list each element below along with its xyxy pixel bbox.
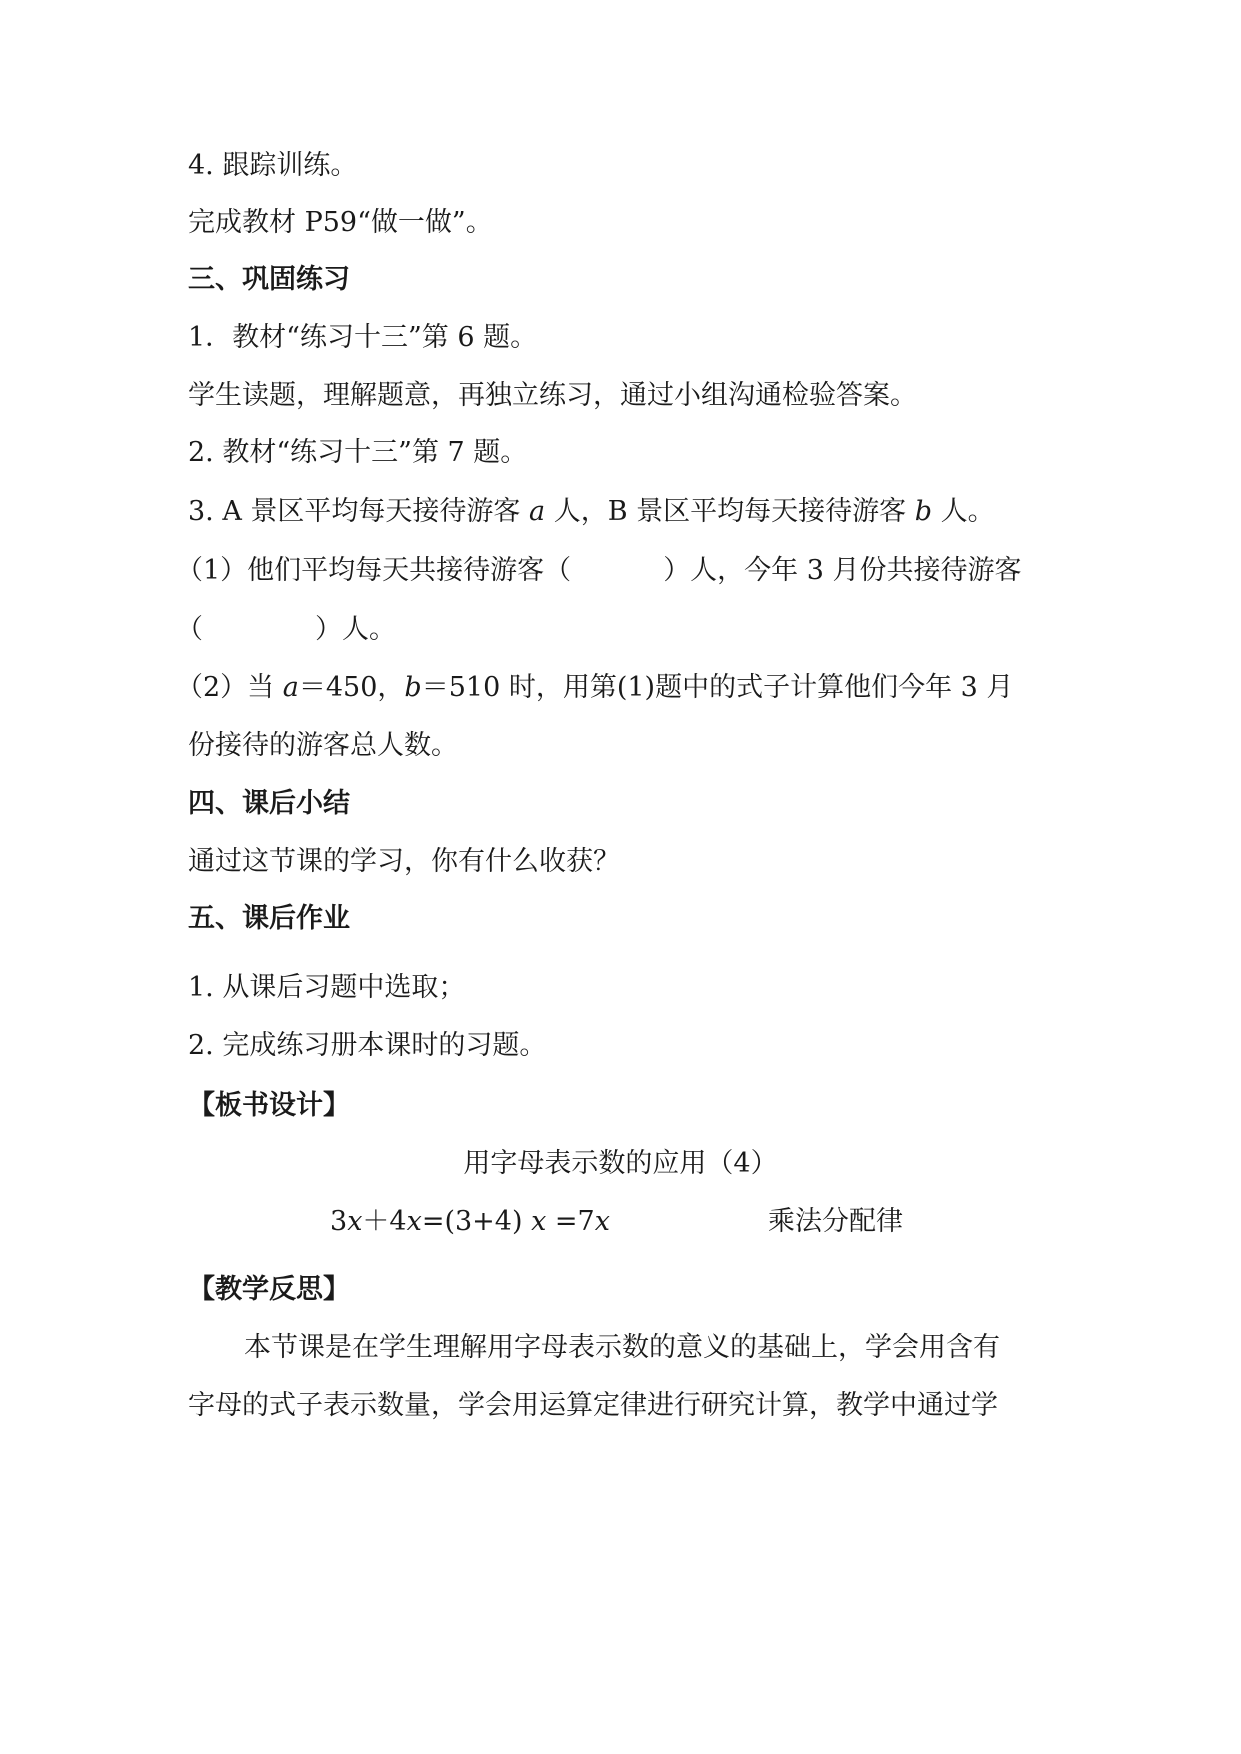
- exercise-3-part-1-line-1: （1）他们平均每天共接待游客（ ）人，今年 3 月份共接待游客: [176, 555, 1022, 586]
- exercise-3-text: 3. A 景区平均每天接待游客 a 人，B 景区平均每天接待游客 b 人。: [188, 496, 995, 527]
- textbook-do-it-text: 完成教材 P59“做一做”。: [188, 207, 493, 238]
- board-formula: 3x＋4x=(3+4) x =7x: [330, 1206, 610, 1237]
- section-heading-summary: 四、课后小结: [188, 788, 350, 819]
- exercise-3-part-2-line-1: （2）当 a＝450，b＝510 时，用第(1)题中的式子计算他们今年 3 月: [176, 672, 1014, 703]
- step-4-tracking-practice: 4. 跟踪训练。: [188, 150, 358, 181]
- exercise-1-text: 1．教材“练习十三”第 6 题。: [188, 322, 538, 353]
- board-law-label: 乘法分配律: [768, 1206, 903, 1237]
- reflection-paragraph-line-2: 字母的式子表示数量，学会用运算定律进行研究计算，教学中通过学: [188, 1390, 998, 1421]
- homework-item-2: 2. 完成练习册本课时的习题。: [188, 1030, 547, 1061]
- exercise-2-text: 2. 教材“练习十三”第 7 题。: [188, 437, 528, 468]
- variable-a: a: [529, 496, 546, 527]
- reflection-paragraph-line-1: 本节课是在学生理解用字母表示数的意义的基础上，学会用含有: [244, 1332, 1000, 1363]
- variable-b: b: [404, 672, 422, 703]
- homework-item-1: 1. 从课后习题中选取；: [188, 972, 466, 1003]
- board-title: 用字母表示数的应用（4）: [463, 1148, 778, 1179]
- exercise-3-part-1-line-2: （ ）人。: [176, 614, 396, 645]
- summary-question: 通过这节课的学习，你有什么收获？: [188, 846, 620, 877]
- exercise-3-part-2-line-2: 份接待的游客总人数。: [188, 730, 458, 761]
- section-heading-reflection: 【教学反思】: [188, 1274, 350, 1305]
- exercise-1-instructions: 学生读题，理解题意，再独立练习，通过小组沟通检验答案。: [188, 380, 917, 411]
- section-heading-homework: 五、课后作业: [188, 903, 350, 934]
- variable-b: b: [914, 496, 933, 527]
- section-heading-board-design: 【板书设计】: [188, 1090, 350, 1121]
- section-heading-consolidation: 三、巩固练习: [188, 264, 350, 295]
- variable-a: a: [282, 672, 299, 703]
